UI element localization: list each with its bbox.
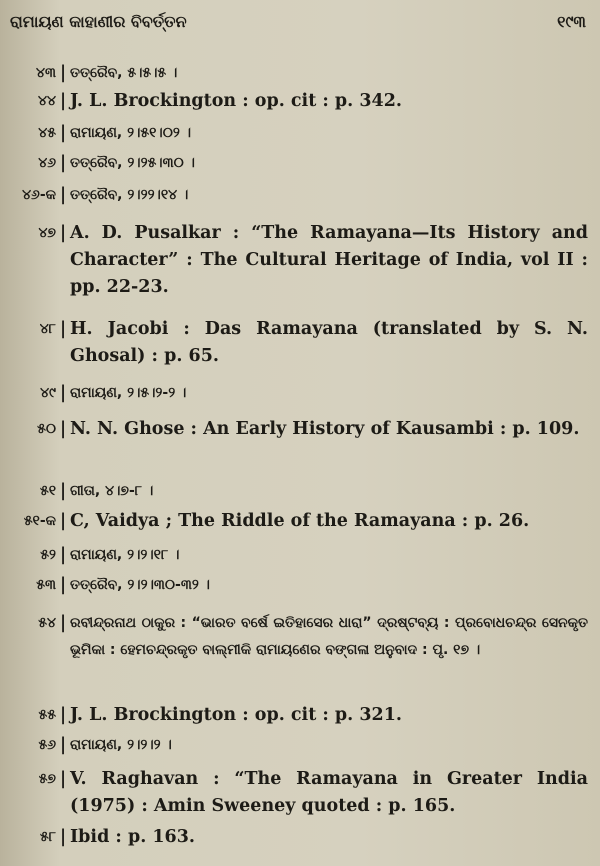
endnote-number: ୫୫	[38, 707, 56, 723]
endnote-51a: ୫୧-କ | C, Vaidya ; The Riddle of the Ramayana : p. 26.	[0, 508, 600, 535]
endnote-52: ୫୨ | ରାମାୟଣ, ୨।୨।୧୮ ।	[0, 542, 600, 569]
endnote-number: ୫୨	[40, 547, 56, 563]
endnote-text: N. N. Ghose : An Early History of Kausambi : p. 109.	[70, 419, 580, 439]
endnote-text: J. L. Brockington : op. cit : p. 321.	[70, 705, 402, 725]
endnote-49: ୪୯ | ରାମାୟଣ, ୨।୫।୨-୨ ।	[0, 380, 600, 407]
endnote-number: ୫୪	[38, 615, 56, 631]
endnote-47: ୪୭ | A. D. Pusalkar : “The Ramayana—Its History and Character” : The Cultural Heritage of India, vol II : pp. 22-23.	[0, 220, 600, 301]
endnote-text: ତତ୍ରୈବ, ୨।୨୫।୩୦ ।	[70, 155, 195, 171]
endnote-44: ୪୪ | J. L. Brockington : op. cit : p. 342.	[0, 88, 600, 115]
endnote-54: ୫୪ | ରବୀନ୍ଦ୍ରନାଥ ଠାକୁର : “ଭାରତ ବର୍ଷେ ଇତିହାସେର ଧାରା” ଦ୍ରଷ୍ଟବ୍ୟ : ପ୍ରବୋଧଚନ୍ଦ୍ର ସେନକୃତ ଭୂମିକା : ହେମଚନ୍ଦ୍ରକୃତ ବାଲ୍ମୀକି ରାମାୟଣେର ବଙ୍ଗଳା ଅନୁବାଦ : ପୃ. ୧୭ ।	[0, 610, 600, 664]
endnote-text: A. D. Pusalkar : “The Ramayana—Its History and Character” : The Cultural Heritage of India, vol II : pp. 22-23.	[70, 223, 588, 297]
page-header	[10, 4, 586, 40]
endnote-number: ୪୯	[40, 385, 56, 401]
endnote-number: ୫୩	[36, 577, 56, 593]
endnote-58: ୫୮ | Ibid : p. 163.	[0, 824, 600, 851]
endnote-number: ୫୮	[39, 829, 56, 845]
endnote-number: ୪୩	[36, 65, 56, 81]
endnote-text: ତତ୍ରୈବ, ୨।୨।୩୦-୩୨ ।	[70, 577, 210, 593]
endnote-46: ୪୬ | ତତ୍ରୈବ, ୨।୨୫।୩୦ ।	[0, 150, 600, 177]
page-number: ୧୯୩	[557, 12, 586, 31]
endnote-number: ୪୬-କ	[22, 187, 56, 203]
endnote-number: ୫୦	[37, 421, 56, 437]
endnote-50: ୫୦ | N. N. Ghose : An Early History of Kausambi : p. 109.	[0, 416, 600, 443]
endnote-56: ୫୬ | ରାମାୟଣ, ୨।୨।୨ ।	[0, 732, 600, 759]
endnote-number: ୫୬	[38, 737, 56, 753]
endnote-number: ୫୭	[38, 771, 56, 787]
endnote-text: ରାମାୟଣ, ୨।୫।୨-୨ ।	[70, 385, 187, 401]
endnote-46a: ୪୬-କ | ତତ୍ରୈବ, ୨।୨୨।୧୪ ।	[0, 182, 600, 209]
endnote-text: Ibid : p. 163.	[70, 827, 195, 847]
endnote-text: ଗୀତା, ୪।୭-୮ ।	[70, 483, 154, 499]
running-title: ରାମାୟଣ କାହାଣୀର ବିବର୍ତ୍ତନ	[10, 12, 187, 31]
endnote-45: ୪୫ | ରାମାୟଣ, ୨।୫୧।୦୨ ।	[0, 120, 600, 147]
endnote-57: ୫୭ | V. Raghavan : “The Ramayana in Greater India (1975) : Amin Sweeney quoted : p. 165.	[0, 766, 600, 820]
endnote-number: ୫୧	[39, 483, 56, 499]
endnote-number: ୪୫	[38, 125, 56, 141]
endnote-55: ୫୫ | J. L. Brockington : op. cit : p. 321.	[0, 702, 600, 729]
endnote-text: H. Jacobi : Das Ramayana (translated by S. N. Ghosal) : p. 65.	[70, 319, 588, 366]
endnote-text: J. L. Brockington : op. cit : p. 342.	[70, 91, 402, 111]
endnote-text: ରବୀନ୍ଦ୍ରନାଥ ଠାକୁର : “ଭାରତ ବର୍ଷେ ଇତିହାସେର ଧାରା” ଦ୍ରଷ୍ଟବ୍ୟ : ପ୍ରବୋଧଚନ୍ଦ୍ର ସେନକୃତ ଭୂମିକା : ହେମଚନ୍ଦ୍ରକୃତ ବାଲ୍ମୀକି ରାମାୟଣେର ବଙ୍ଗଳା ଅନୁବାଦ : ପୃ. ୧୭ ।	[70, 615, 588, 658]
endnote-number: ୪୮	[39, 321, 56, 337]
endnote-text: ରାମାୟଣ, ୨।୨।୧୮ ।	[70, 547, 180, 563]
endnote-number: ୫୧-କ	[23, 513, 56, 529]
endnote-number: ୪୪	[38, 93, 56, 109]
endnote-48: ୪୮ | H. Jacobi : Das Ramayana (translated by S. N. Ghosal) : p. 65.	[0, 316, 600, 370]
endnote-text: ରାମାୟଣ, ୨।୨।୨ ।	[70, 737, 172, 753]
endnote-43: ୪୩ | ତତ୍ରୈବ, ୫।୫।୫ ।	[0, 60, 600, 87]
endnote-text: C, Vaidya ; The Riddle of the Ramayana : p. 26.	[70, 511, 530, 531]
endnote-text: ରାମାୟଣ, ୨।୫୧।୦୨ ।	[70, 125, 192, 141]
endnote-53: ୫୩ | ତତ୍ରୈବ, ୨।୨।୩୦-୩୨ ।	[0, 572, 600, 599]
endnote-text: V. Raghavan : “The Ramayana in Greater India (1975) : Amin Sweeney quoted : p. 165.	[70, 769, 588, 816]
endnote-number: ୪୭	[38, 225, 56, 241]
endnote-number: ୪୬	[38, 155, 56, 171]
endnote-text: ତତ୍ରୈବ, ୫।୫।୫ ।	[70, 65, 178, 81]
endnote-text: ତତ୍ରୈବ, ୨।୨୨।୧୪ ।	[70, 187, 189, 203]
endnote-51: ୫୧ | ଗୀତା, ୪।୭-୮ ।	[0, 478, 600, 505]
